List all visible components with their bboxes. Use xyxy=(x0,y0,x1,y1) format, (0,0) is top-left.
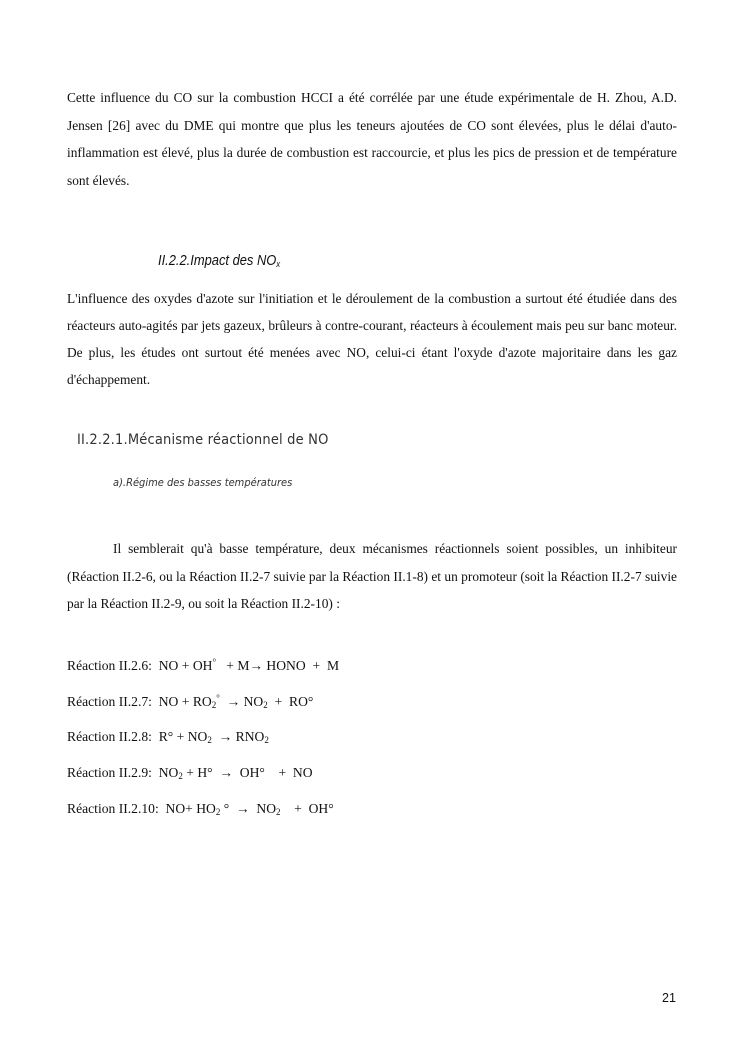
page-number: 21 xyxy=(662,991,676,1005)
heading-impact-nox-text: II.2.2.Impact des NO xyxy=(158,252,277,269)
reaction-term: → NO xyxy=(219,694,264,709)
reaction-term: + H° → OH° + NO xyxy=(182,765,313,780)
subsection-heading-mecanisme-no: II.2.2.1.Mécanisme réactionnel de NO xyxy=(77,432,329,448)
reaction-label: Réaction II.2.8: xyxy=(67,729,152,744)
section-heading-impact-nox xyxy=(158,252,280,269)
reaction-label: Réaction II.2.9: xyxy=(67,765,152,780)
reaction-term: NO+ HO xyxy=(165,801,216,816)
reaction-subscript: 2 xyxy=(263,700,268,710)
reaction-line xyxy=(67,765,313,781)
reaction-label: Réaction II.2.7: xyxy=(67,694,152,709)
reaction-subscript: 2 xyxy=(276,807,281,817)
reaction-label: Réaction II.2.6: xyxy=(67,658,152,673)
reaction-line xyxy=(67,693,313,710)
reaction-term: NO + OH xyxy=(158,658,213,673)
reaction-radical-mark: ° xyxy=(212,657,217,667)
reaction-subscript: 2 xyxy=(207,735,212,745)
paragraph-nox-influence: L'influence des oxydes d'azote sur l'initiation et le déroulement de la combustion a surtout été étudiée dans des réacteurs auto-agités par jets gazeux, brûleurs à contre-courant, réacteurs à écoulement mais peu sur banc moteur. De plus, les études ont surtout été menées avec NO, celui-ci étant l'oxyde d'azote majoritaire dans les gaz d'échappement. xyxy=(67,291,677,387)
reaction-line xyxy=(67,801,334,817)
reaction-term: R° + NO xyxy=(158,729,208,744)
reaction-subscript: 2 xyxy=(178,771,183,781)
reaction-term: + M→ HONO + M xyxy=(216,658,340,673)
reaction-line xyxy=(67,729,269,745)
heading-impact-nox-subscript: x xyxy=(276,259,281,269)
reaction-subscript: 2 xyxy=(215,807,221,817)
paragraph-co-influence: Cette influence du CO sur la combustion HCCI a été corrélée par une étude expérimentale de H. Zhou, A.D. Jensen [26] avec du DME qui montre que plus les teneurs ajoutées de CO sont élevées, plus le délai d'auto-inflammation est élevé, plus la durée de combustion est raccourcie, et plus les pics de pression et de température sont élevés. xyxy=(67,90,677,188)
reaction-term: NO + RO xyxy=(158,694,212,709)
reaction-term: NO xyxy=(158,765,179,780)
reaction-line xyxy=(67,657,339,674)
reaction-subscript: 2 xyxy=(211,700,217,710)
reaction-radical-mark: ° xyxy=(216,693,220,703)
reaction-term: + RO° xyxy=(267,694,314,709)
reaction-subscript: 2 xyxy=(264,735,269,745)
reaction-label: Réaction II.2.10: xyxy=(67,801,159,816)
reaction-term: → RNO xyxy=(211,729,265,744)
reaction-term: + OH° xyxy=(280,801,334,816)
paragraph-low-temperature: Il semblerait qu'à basse température, deux mécanismes réactionnels soient possibles, un inhibiteur (Réaction II.2-6, ou la Réaction II.2-7 suivie par la Réaction II.1-8) et un promoteur (soit la Réaction II.2-7 suivie par la Réaction II.2-9, ou soit la Réaction II.2-10) : xyxy=(67,541,677,611)
reaction-term: ° → NO xyxy=(220,801,277,816)
subsubsection-heading-regime-basses: a).Régime des basses températures xyxy=(113,476,293,489)
